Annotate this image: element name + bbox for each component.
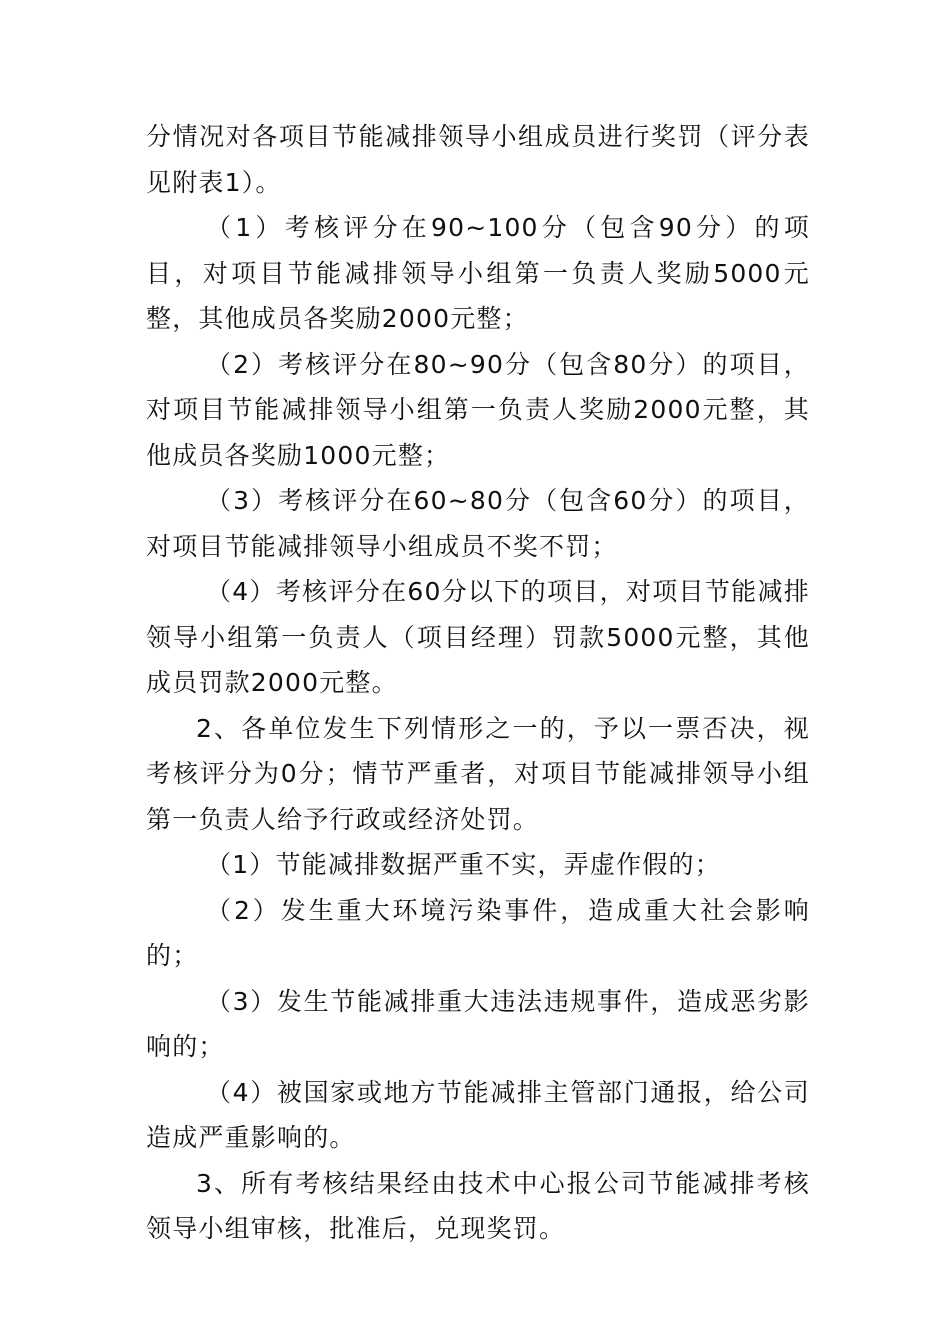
paragraph-score-below-60: （4）考核评分在60分以下的项目，对项目节能减排领导小组第一负责人（项目经理）罚款5000元整，其他成员罚款2000元整。 bbox=[146, 577, 810, 697]
paragraph-score-reward-intro: 分情况对各项目节能减排领导小组成员进行奖罚（评分表见附表1）。 bbox=[146, 122, 810, 197]
paragraph-score-90-100: （1）考核评分在90~100分（包含90分）的项目，对项目节能减排领导小组第一负责人奖励5000元整，其他成员各奖励2000元整； bbox=[146, 213, 810, 333]
paragraph-review-approval: 3、所有考核结果经由技术中心报公司节能减排考核领导小组审核，批准后，兑现奖罚。 bbox=[146, 1168, 810, 1243]
paragraph-score-60-80: （3）考核评分在60~80分（包含60分）的项目，对项目节能减排领导小组成员不奖不罚； bbox=[146, 486, 810, 561]
paragraph-veto-item-4: （4）被国家或地方节能减排主管部门通报，给公司造成严重影响的。 bbox=[146, 1077, 810, 1152]
paragraph-veto-item-2: （2）发生重大环境污染事件，造成重大社会影响的； bbox=[146, 895, 810, 970]
paragraph-veto-item-3: （3）发生节能减排重大违法违规事件，造成恶劣影响的； bbox=[146, 986, 810, 1061]
paragraph-veto-item-1: （1）节能减排数据严重不实，弄虚作假的； bbox=[206, 850, 721, 879]
document-body bbox=[146, 114, 810, 1252]
paragraph-score-80-90: （2）考核评分在80~90分（包含80分）的项目，对项目节能减排领导小组第一负责人奖励2000元整，其他成员各奖励1000元整； bbox=[146, 349, 810, 470]
paragraph-veto-conditions: 2、各单位发生下列情形之一的，予以一票否决，视考核评分为0分；情节严重者，对项目节能减排领导小组第一负责人给予行政或经济处罚。 bbox=[146, 713, 810, 834]
